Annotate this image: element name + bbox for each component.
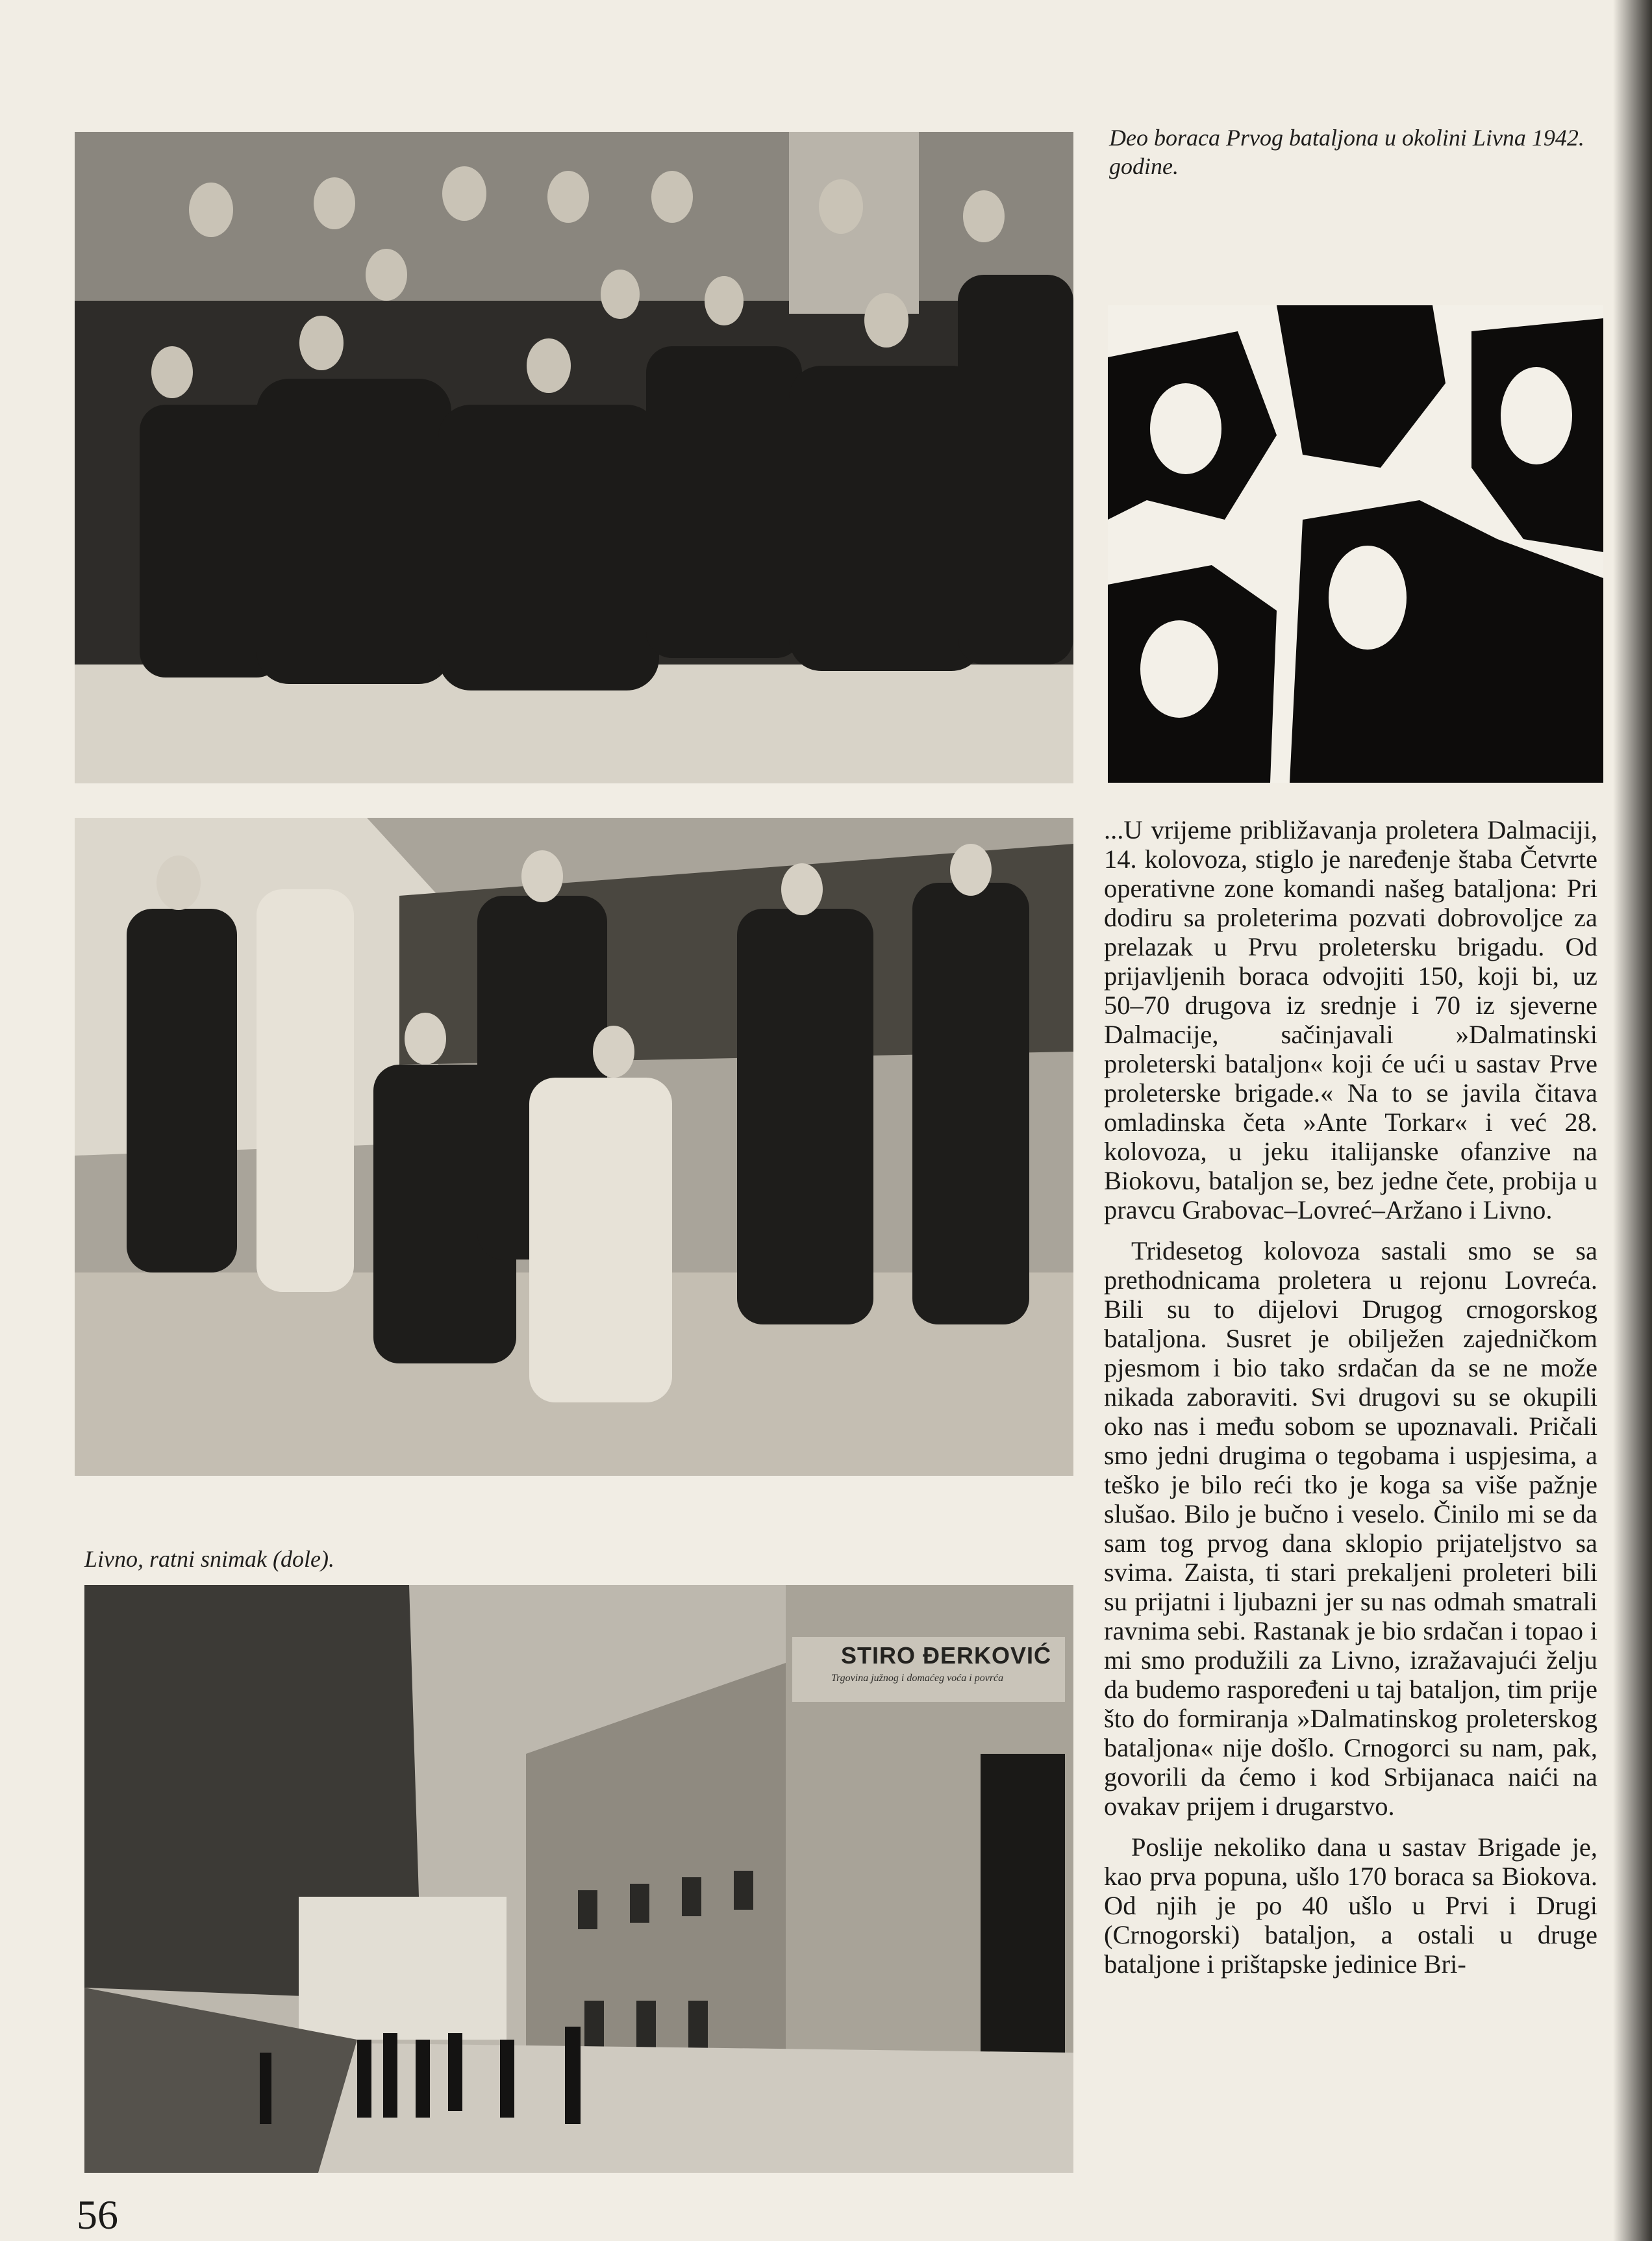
page-number: 56 bbox=[77, 2192, 118, 2238]
page-edge-shadow bbox=[1613, 0, 1652, 2241]
body-paragraph: ...U vrijeme približavanja proletera Dalmaciji, 14. kolovoza, stiglo je naređenje štaba Četvrte operativne zone komandi našeg bataljona: Pri dodiru sa proleterima pozvati dobrovoljce za prelazak u Prvu proletersku brigadu. Od prijavljenih boraca odvojiti 150, koji bi, uz 50–70 drugova iz srednje i 70 iz sjeverne Dalmacije, sačinjavali »Dalmatinski proleterski bataljon« koji će ući u sastav Prve proleterske brigade.« Na to se javila čitava omladinska četa »Ante Torkar« i već 28. kolovoza, u jeku italijanske ofanzive na Biokovu, bataljon se, bez jedne čete, probija u pravcu Grabovac–Lovreć–Aržano i Livno. bbox=[1104, 815, 1597, 1224]
article-body bbox=[1104, 815, 1597, 1990]
body-paragraph: Poslije nekoliko dana u sastav Brigade je, kao prva popuna, ušlo 170 boraca sa Biokova. Od njih je po 40 ušlo u Prvi i Drugi (Crnogorski) bataljon, a ostali u druge bataljone i prištapske jedinice Bri- bbox=[1104, 1832, 1597, 1979]
caption-middle: Livno, ratni snimak (dole). bbox=[84, 1546, 334, 1572]
shop-sign-text: STIRO ĐERKOVIĆ bbox=[841, 1642, 1052, 1669]
ruined-street-photo bbox=[84, 1585, 1073, 2173]
body-paragraph: Tridesetog kolovoza sastali smo se sa prethodnicama proletera u rejonu Lovreća. Bili su to dijelovi Drugog crnogorskog bataljona. Susret je obilježen zajedničkom pjesmom i bio tako srdačan da se ne može nikada zaboraviti. Svi drugovi su se okupili oko nas i među sobom se upoznavali. Pričali smo jedni drugima o tegobama i uspjesima, a teško je bilo reći tko je koga sa više pažnje slušao. Bilo je bučno i veselo. Činilo mi se da sam tog prvog dana sklopio prijateljstvo sa svima. Zaista, ti stari prekaljeni proleteri bili su prijatni i ljubazni jer su nas odmah smatrali ravnima sebi. Rastanak je bio srdačan i topao i mi smo produžili za Livno, izražavajući želju da budemo raspoređeni u taj bataljon, tim prije što do formiranja »Dalmatinskog proleterskog bataljona« nije došlo. Crnogorci su nam, pak, govorili da ćemo i kod Srbijanaca naići na ovakav prijem i drugarstvo. bbox=[1104, 1236, 1597, 1821]
caption-top: Deo boraca Prvog bataljona u okolini Livna 1942. godine. bbox=[1109, 125, 1584, 179]
fighters-posing-photo bbox=[75, 818, 1073, 1476]
high-contrast-portraits-photo bbox=[1108, 305, 1603, 783]
shop-subsign-text: Trgovina južnog i domaćeg voća i povrća bbox=[831, 1673, 1004, 1684]
soldiers-group-photo bbox=[75, 132, 1073, 783]
